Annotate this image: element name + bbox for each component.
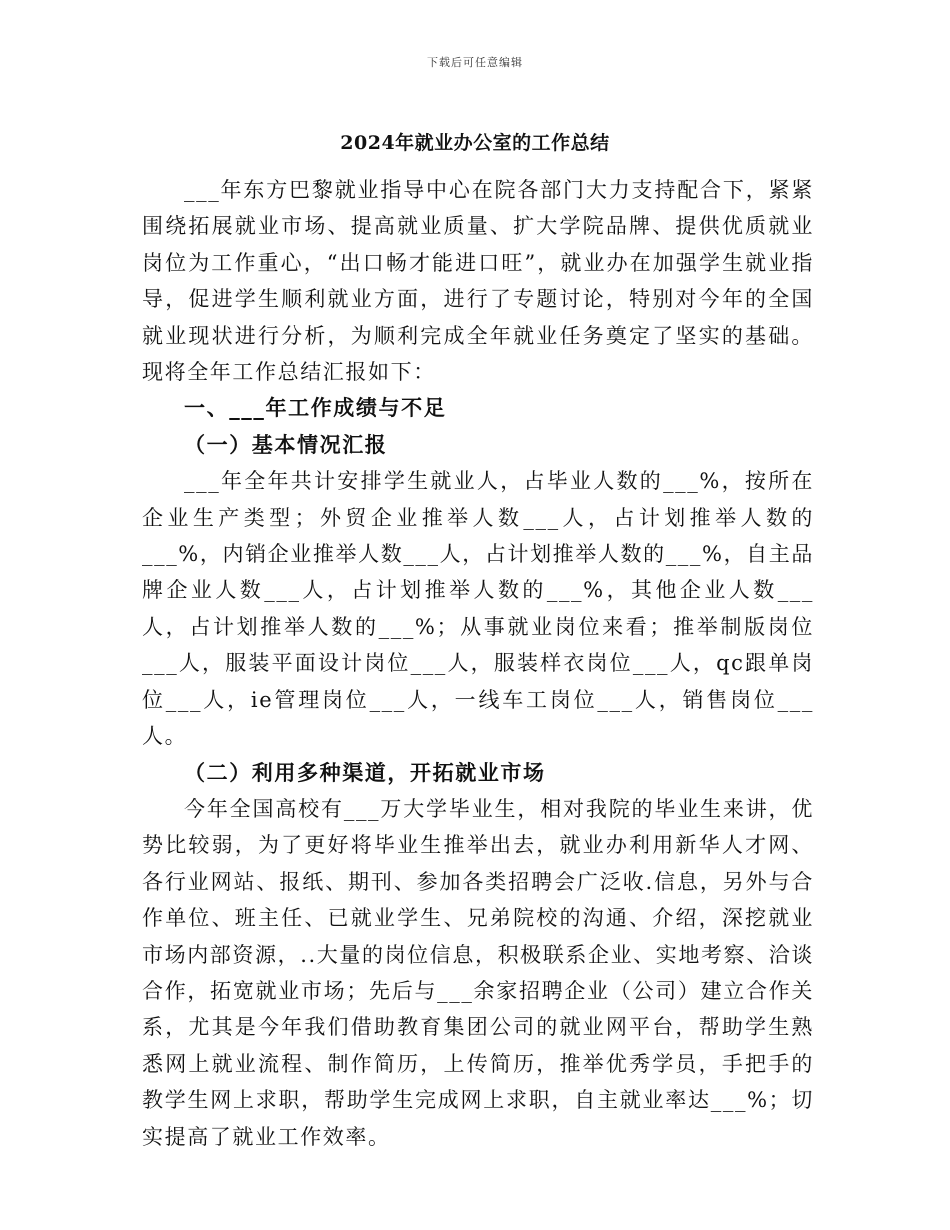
document-body	[142, 172, 814, 1155]
section-heading-1: 一、___年工作成绩与不足	[184, 395, 447, 421]
document-title: 2024年就业办公室的工作总结	[340, 132, 610, 154]
subsection-2-paragraph: 今年全国高校有___万大学毕业生，相对我院的毕业生来讲，优势比较弱，为了更好将毕业生推举出去，就业办利用新华人才网、各行业网站、报纸、期刊、参加各类招聘会广泛收.信息，另外与合作单位、班主任、已就业学生、兄弟院校的沟通、介绍，深挖就业市场内部资源，..大量的岗位信息，积极联系企业、实地考察、洽谈合作，拓宽就业市场；先后与___余家招聘企业（公司）建立合作关系，尤其是今年我们借助教育集团公司的就业网平台，帮助学生熟悉网上就业流程、制作简历，上传简历，推举优秀学员，手把手的教学生网上求职，帮助学生完成网上求职，自主就业率达___%；切实提高了就业工作效率。	[142, 796, 814, 1149]
subsection-heading-2: （二）利用多种渠道，开拓就业市场	[184, 759, 546, 785]
intro-paragraph: ___年东方巴黎就业指导中心在院各部门大力支持配合下，紧紧围绕拓展就业市场、提高就业质量、扩大学院品牌、提供优质就业岗位为工作重心，“出口畅才能进口旺”，就业办在加强学生就业指导，促进学生顺利就业方面，进行了专题讨论，特别对今年的全国就业现状进行分析，为顺利完成全年就业任务奠定了坚实的基础。现将全年工作总结汇报如下：	[142, 178, 814, 385]
page-header-note: 下载后可任意编辑	[427, 56, 523, 69]
subsection-heading-1: （一）基本情况汇报	[184, 431, 388, 457]
subsection-1-paragraph: ___年全年共计安排学生就业人，占毕业人数的___%，按所在企业生产类型；外贸企业推举人数___人，占计划推举人数的___%，内销企业推举人数___人，占计划推举人数的___%，自主品牌企业人数___人，占计划推举人数的___%，其他企业人数___人，占计划推举人数的___%；从事就业岗位来看；推举制版岗位___人，服装平面设计岗位___人，服装样衣岗位___人，qc跟单岗位___人，ie管理岗位___人，一线车工岗位___人，销售岗位___人。	[142, 469, 814, 749]
